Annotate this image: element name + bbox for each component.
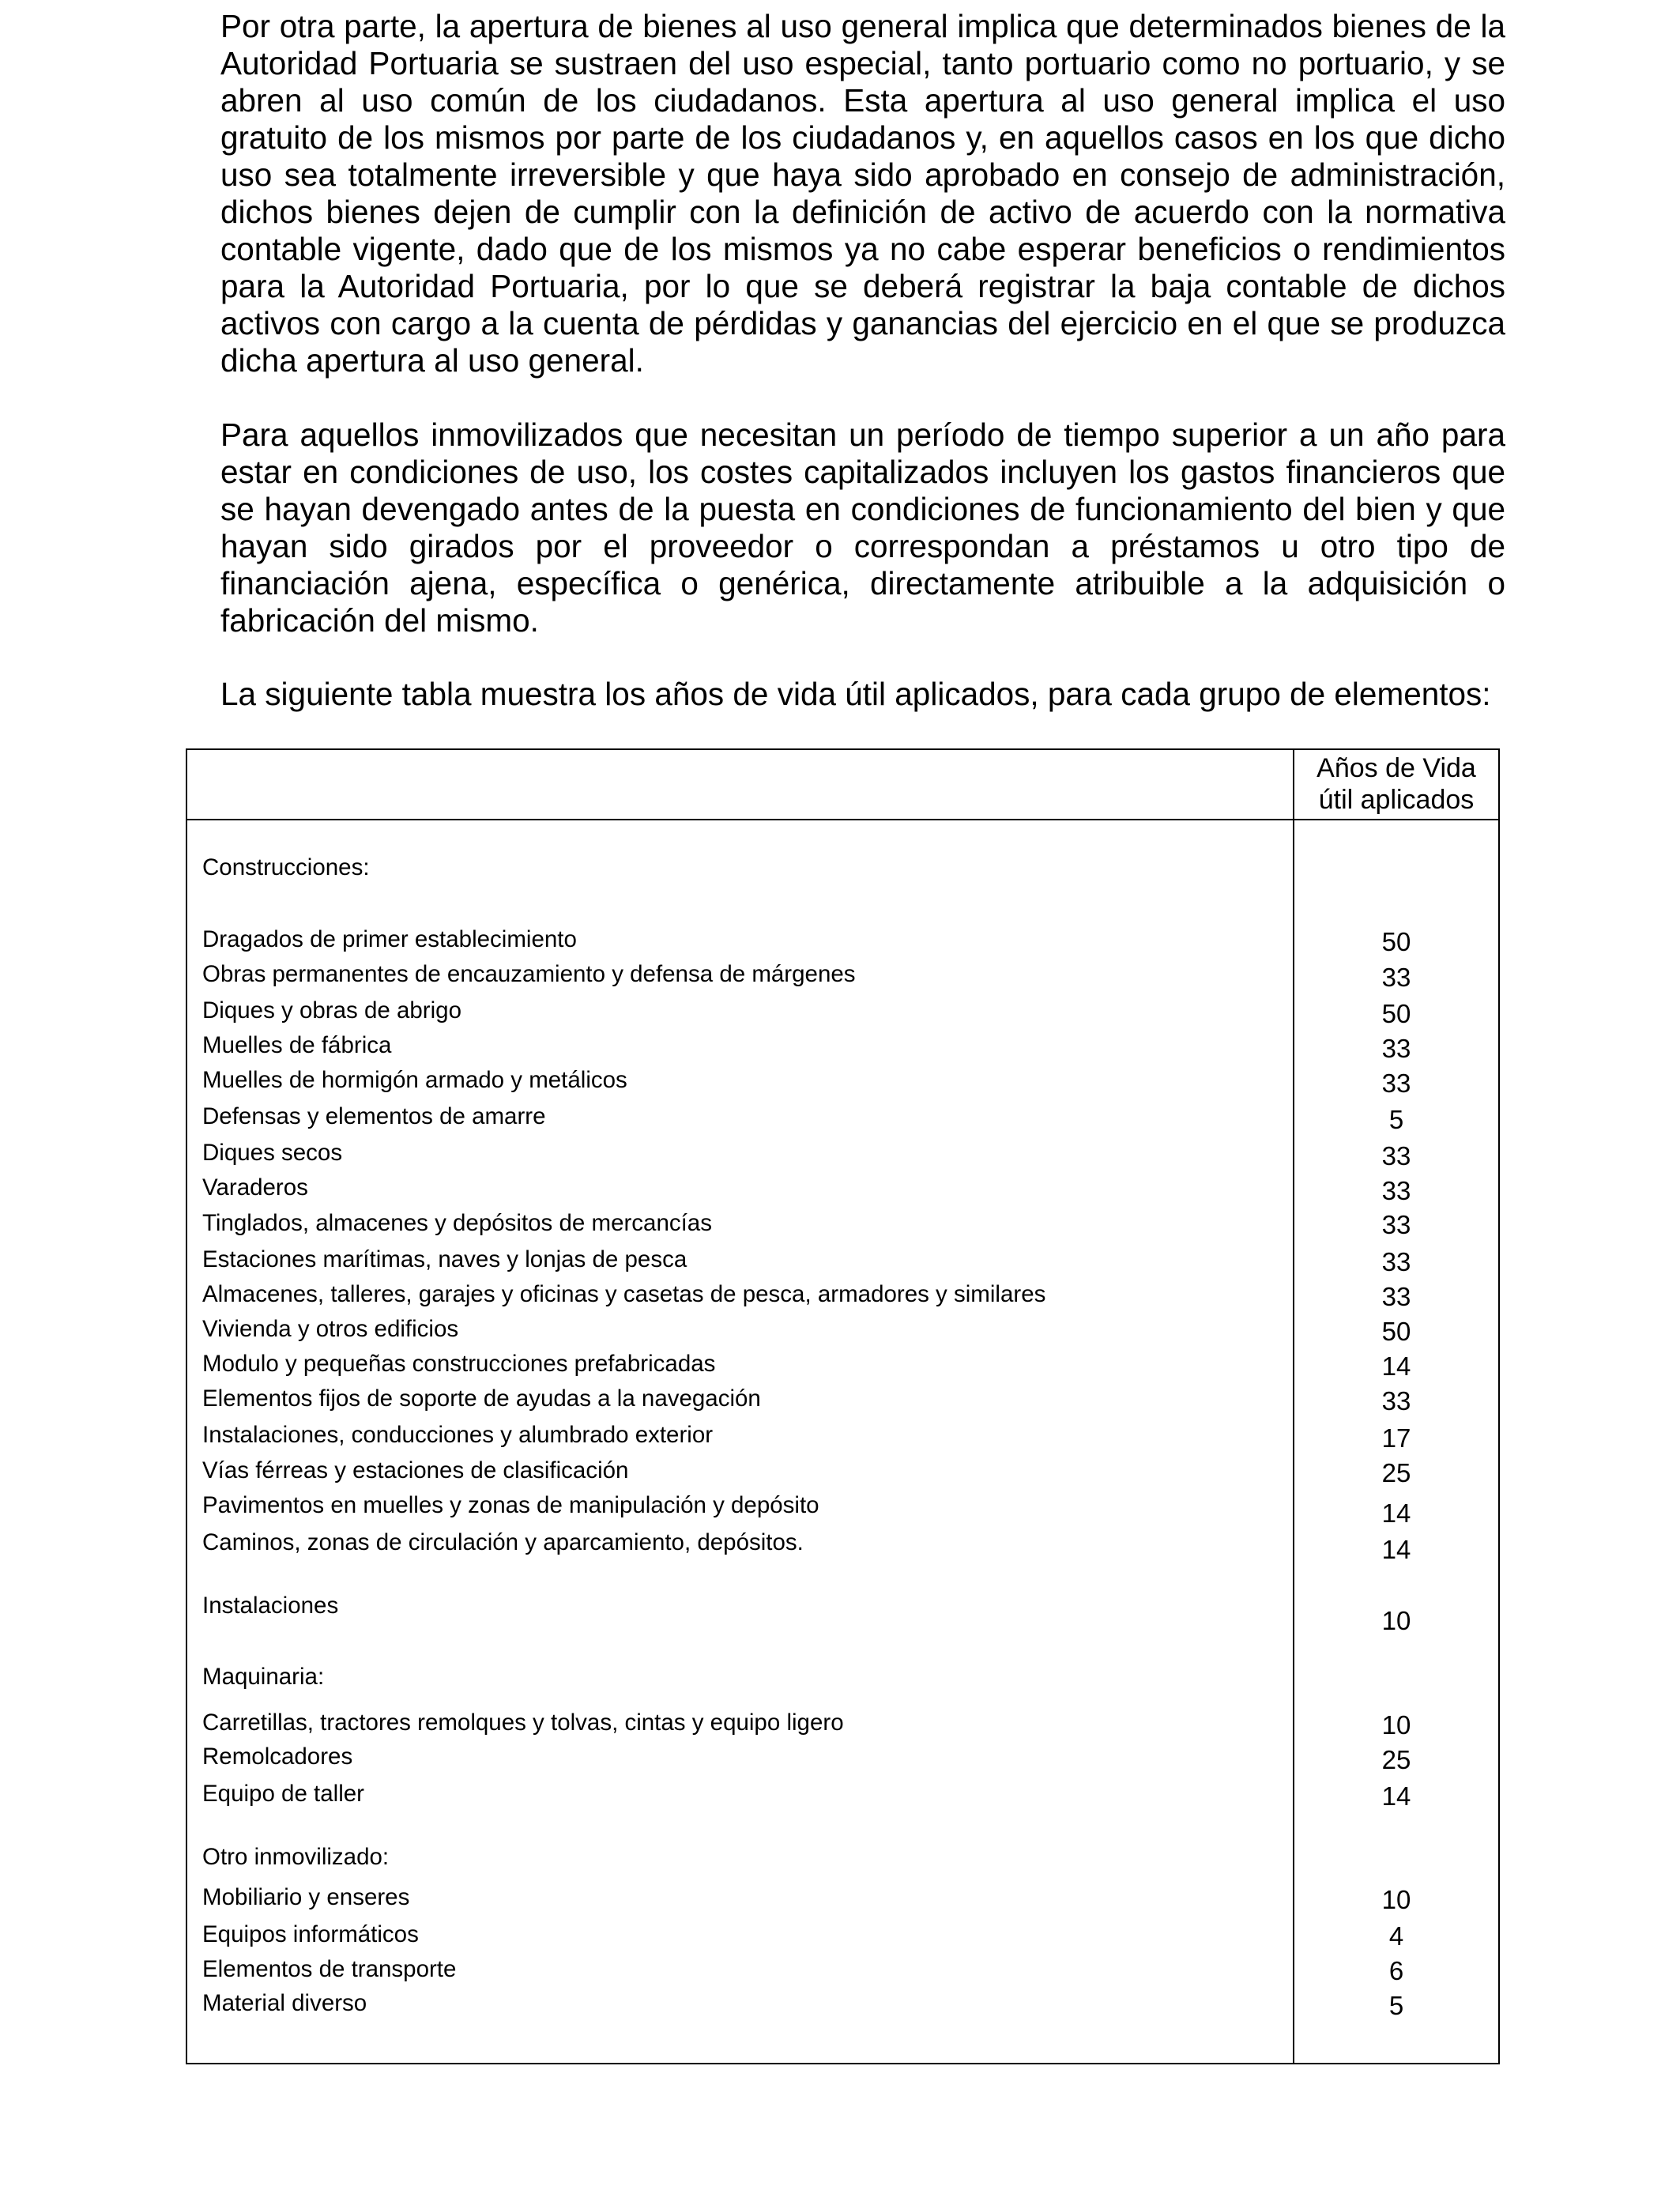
- table-row-value: 10: [1381, 1606, 1411, 1635]
- table-row-value: 10: [1381, 1885, 1411, 1914]
- table-row-label: Muelles de fábrica: [202, 1032, 392, 1058]
- table-row-value: 50: [1381, 927, 1411, 956]
- table-row-value: 33: [1381, 1386, 1411, 1416]
- table-row-value: 4: [1388, 1921, 1404, 1951]
- table-row-label: Elementos de transporte: [202, 1956, 457, 1982]
- table-row-value: 33: [1381, 1282, 1411, 1311]
- table-row-value: 5: [1388, 1991, 1404, 2020]
- table-row-label: Estaciones marítimas, naves y lonjas de pesca: [202, 1246, 687, 1272]
- table-row-label: Almacenes, talleres, garajes y oficinas y casetas de pesca, armadores y similares: [202, 1281, 1046, 1307]
- table-row-value: 14: [1381, 1781, 1411, 1811]
- table-row-value: 33: [1381, 1141, 1411, 1171]
- table-row-value: 25: [1381, 1745, 1411, 1774]
- paragraph-apertura-uso-general: Por otra parte, la apertura de bienes al uso general implica que determinados bienes de la Autoridad Portuaria se sustraen del uso especial, tanto portuario como no portuario, y se abren al uso común de los ciudadanos. Esta apertura al uso general implica el uso gratuito de los mismos por parte de los ciudadanos y, en aquellos casos en los que dicho uso sea totalmente irreversible y que haya sido aprobado en consejo de administración, dichos bienes dejen de cumplir con la definición de activo de acuerdo con la normativa contable vigente, dado que de los mismos ya no cabe esperar beneficios o rendimientos para la Autoridad Portuaria, por lo que se deberá registrar la baja contable de dichos activos con cargo a la cuenta de pérdidas y ganancias del ejercicio en el que se produzca dicha apertura al uso general.: [220, 8, 1505, 379]
- paragraph-table-intro: La siguiente tabla muestra los años de vida útil aplicados, para cada grupo de elementos:: [220, 676, 1491, 712]
- table-row-label: Mobiliario y enseres: [202, 1884, 410, 1910]
- table-row-label: Diques y obras de abrigo: [202, 997, 461, 1023]
- section-label-construcciones: Construcciones:: [202, 854, 370, 880]
- table-row-label: Material diverso: [202, 1990, 367, 2016]
- table-row-value: 50: [1381, 999, 1411, 1028]
- table-row-value: 10: [1381, 1710, 1411, 1740]
- table-row-label: Muelles de hormigón armado y metálicos: [202, 1067, 627, 1093]
- table-row-label: Dragados de primer establecimiento: [202, 926, 577, 952]
- table-row-value: 6: [1388, 1956, 1404, 1985]
- table-row-value: 14: [1381, 1498, 1411, 1528]
- table-row-label: Modulo y pequeñas construcciones prefabricadas: [202, 1351, 716, 1377]
- table-header-line-1: Años de Vida: [1317, 752, 1476, 783]
- table-row-value: 17: [1381, 1423, 1411, 1453]
- table-row-value: 33: [1381, 1034, 1411, 1063]
- table-row-label: Pavimentos en muelles y zonas de manipulación y depósito: [202, 1492, 819, 1518]
- table-row-value: 14: [1381, 1535, 1411, 1564]
- table-row-label: Instalaciones, conducciones y alumbrado exterior: [202, 1422, 714, 1448]
- paragraph-gastos-financieros: Para aquellos inmovilizados que necesitan un período de tiempo superior a un año para estar en condiciones de uso, los costes capitalizados incluyen los gastos financieros que se hayan devengado antes de la puesta en condiciones de funcionamiento del bien y que hayan sido girados por el proveedor o correspondan a préstamos u otro tipo de financiación ajena, específica o genérica, directamente atribuible a la adquisición o fabricación del mismo.: [220, 417, 1505, 639]
- table-row-value: 50: [1381, 1317, 1411, 1346]
- table-row-label: Vías férreas y estaciones de clasificación: [202, 1457, 629, 1483]
- table-row-label: Caminos, zonas de circulación y aparcamiento, depósitos.: [202, 1529, 804, 1555]
- table-row-label: Diques secos: [202, 1140, 343, 1166]
- table-row-label: Tinglados, almacenes y depósitos de mercancías: [202, 1210, 712, 1236]
- table-row-label: Obras permanentes de encauzamiento y defensa de márgenes: [202, 961, 856, 987]
- table-row-value: 33: [1381, 1210, 1411, 1239]
- table-row-label: Varaderos: [202, 1174, 308, 1201]
- table-header-divider: [186, 819, 1500, 820]
- table-row-value: 5: [1388, 1105, 1404, 1134]
- table-row-value: 25: [1381, 1458, 1411, 1487]
- table-row-value: 14: [1381, 1351, 1411, 1381]
- table-row-label: Defensas y elementos de amarre: [202, 1103, 546, 1129]
- table-row-label: Equipos informáticos: [202, 1921, 419, 1947]
- table-row-label: Vivienda y otros edificios: [202, 1316, 459, 1342]
- section-label-instalaciones: Instalaciones: [202, 1593, 339, 1619]
- table-row-value: 33: [1381, 1069, 1411, 1098]
- table-column-header: [1294, 748, 1498, 819]
- table-row-value: 33: [1381, 963, 1411, 992]
- table-row-label: Equipo de taller: [202, 1781, 365, 1807]
- table-row-label: Carretillas, tractores remolques y tolvas, cintas y equipo ligero: [202, 1710, 844, 1736]
- table-row-label: Elementos fijos de soporte de ayudas a la navegación: [202, 1385, 761, 1412]
- table-row-label: Remolcadores: [202, 1744, 353, 1770]
- section-label-maquinaria: Maquinaria:: [202, 1664, 325, 1690]
- table-row-value: 33: [1381, 1247, 1411, 1276]
- section-label-otro-inmovilizado: Otro inmovilizado:: [202, 1844, 390, 1870]
- table-row-value: 33: [1381, 1176, 1411, 1205]
- table-header-line-2: útil aplicados: [1318, 784, 1475, 815]
